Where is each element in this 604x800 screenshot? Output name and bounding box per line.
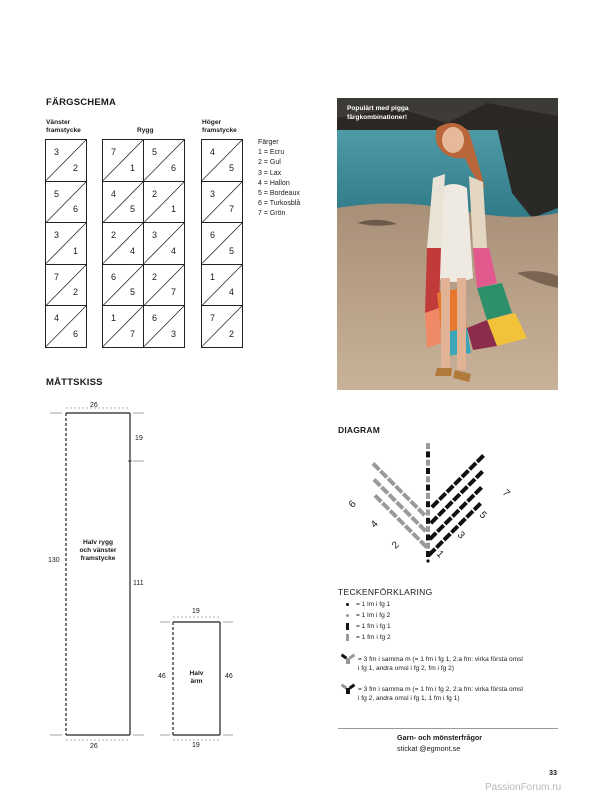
stitch-mark xyxy=(465,510,474,519)
sleeve-label-line1: Halv xyxy=(189,670,204,677)
sc-color1-icon xyxy=(346,623,349,630)
diagram-title: DIAGRAM xyxy=(338,425,381,435)
cell-top-color: 4 xyxy=(54,313,60,323)
stitch-mark xyxy=(389,509,398,518)
stitch-mark xyxy=(473,502,482,511)
right-front-cell xyxy=(202,140,243,182)
chain-color1-icon xyxy=(346,603,349,606)
right-front-grid xyxy=(201,139,243,348)
center-stitch xyxy=(426,485,430,491)
cell-bottom-color: 5 xyxy=(129,204,135,214)
legend-combo-1-line2: i fg 1, andra omsl i fg 2, fm i fg 2) xyxy=(358,665,455,672)
color-item: 5 = Bordeaux xyxy=(258,190,300,198)
cell-top-color: 1 xyxy=(210,271,216,282)
left-front-label-line2: framstycke xyxy=(46,127,81,134)
stitch-mark xyxy=(418,523,427,532)
cell-top-color: 5 xyxy=(54,188,60,199)
photo-illustration xyxy=(337,98,558,390)
left-front-label xyxy=(46,119,81,135)
start-dot xyxy=(426,559,429,562)
cell-top-color: 6 xyxy=(152,313,158,323)
stitch-mark xyxy=(379,470,388,479)
cell-top-color: 3 xyxy=(54,147,60,157)
row-number-6: 6 xyxy=(346,498,359,511)
stitch-mark xyxy=(476,454,485,463)
cell-bottom-color: 4 xyxy=(170,245,176,256)
footer-contact: stickat @egmont.se xyxy=(397,744,461,753)
stitch-mark xyxy=(403,508,412,517)
right-front-cell xyxy=(202,223,243,265)
stitch-mark xyxy=(438,492,447,501)
legend-combo-1-line1: = 3 fm i samma m (= 1 fm i fg 1, 2:a fm: virka första omsl xyxy=(358,656,523,663)
back-cell xyxy=(103,182,144,224)
back-label: Rygg xyxy=(137,127,154,134)
cell-bottom-color: 7 xyxy=(228,204,234,214)
legend-combo-1 xyxy=(358,655,523,673)
stitch-mark xyxy=(381,502,390,511)
legend-item-4: = 1 fm i fg 2 xyxy=(356,634,391,641)
back-cell xyxy=(103,223,144,265)
back-cell xyxy=(144,306,185,348)
stitch-mark xyxy=(460,485,469,494)
color-item: 2 = Gul xyxy=(258,159,281,167)
color-list xyxy=(258,138,300,220)
stitch-mark xyxy=(396,517,405,526)
stitch-mark xyxy=(404,524,413,533)
row-number-1: 1 xyxy=(433,548,446,561)
right-front-cell xyxy=(202,306,243,348)
cell-top-color: 2 xyxy=(111,230,117,240)
cell-top-color: 4 xyxy=(210,147,216,157)
stitch-mark xyxy=(417,507,426,516)
stitch-mark xyxy=(394,485,403,494)
cell-bottom-color: 7 xyxy=(170,287,176,297)
row-number-5: 5 xyxy=(476,509,489,522)
cell-top-color: 7 xyxy=(54,271,60,282)
legend-title: TECKENFÖRKLARING xyxy=(338,587,433,597)
model-photo xyxy=(337,98,558,390)
stitch-mark xyxy=(380,486,389,495)
stitch-mark xyxy=(402,492,411,501)
dim-19: 19 xyxy=(135,435,143,442)
back-cell xyxy=(144,223,185,265)
body-label-line2: och vänster xyxy=(79,547,117,554)
sketch-title: MÅTTSKISS xyxy=(46,377,103,388)
center-stitch xyxy=(426,534,430,540)
dim-sleeve-right: 46 xyxy=(225,673,233,680)
right-front-cell xyxy=(202,182,243,224)
photo-caption xyxy=(347,105,409,122)
left-front-cell xyxy=(46,265,87,307)
color-list-heading: Färger xyxy=(258,139,279,146)
stitch-mark xyxy=(445,500,454,509)
dim-130: 130 xyxy=(48,557,60,564)
cell-bottom-color: 3 xyxy=(170,328,176,339)
colorscheme-title: FÄRGSCHEMA xyxy=(46,97,117,108)
legend-combo-2-line1: = 3 fm i samma m (= 1 fm i fg 2, 2:a fm: virka första omsl xyxy=(358,686,523,693)
cell-top-color: 6 xyxy=(210,230,216,240)
right-front-label-line1: Höger xyxy=(202,119,222,126)
back-cell xyxy=(144,182,185,224)
left-front-cell xyxy=(46,306,87,348)
stitch-mark xyxy=(430,499,439,508)
stitch-mark xyxy=(372,462,381,471)
center-stitch xyxy=(426,493,430,499)
center-stitch xyxy=(426,510,430,516)
center-stitch xyxy=(426,476,430,482)
right-front-label xyxy=(202,119,237,135)
stitch-mark xyxy=(443,532,452,541)
chain-color2-icon xyxy=(346,614,349,617)
legend-item-3: = 1 fm i fg 1 xyxy=(356,623,391,630)
right-front-label-line2: framstycke xyxy=(202,127,237,134)
center-stitch xyxy=(426,543,430,549)
center-stitch xyxy=(426,468,430,474)
back-cell xyxy=(103,140,144,182)
combo2-icon xyxy=(340,683,356,695)
cell-bottom-color: 5 xyxy=(228,162,234,173)
cell-bottom-color: 7 xyxy=(129,328,135,339)
stitch-mark xyxy=(429,515,438,524)
row-number-7: 7 xyxy=(499,487,512,500)
row-number-4: 4 xyxy=(368,518,381,531)
cell-top-color: 7 xyxy=(210,313,216,323)
color-item: 1 = Ecru xyxy=(258,149,285,157)
stitch-mark xyxy=(466,494,475,503)
center-stitch xyxy=(426,451,430,457)
left-front-grid xyxy=(45,139,87,348)
color-item: 6 = Turkosblå xyxy=(258,200,301,208)
cell-top-color: 4 xyxy=(111,188,117,199)
right-front-cell xyxy=(202,265,243,307)
color-item: 7 = Grön xyxy=(258,210,286,218)
cell-top-color: 7 xyxy=(111,147,117,157)
cell-top-color: 3 xyxy=(152,230,158,240)
back-grid xyxy=(102,139,185,348)
color-item: 4 = Hallon xyxy=(258,179,290,187)
dim-body-top: 26 xyxy=(90,402,98,409)
left-front-cell xyxy=(46,223,87,265)
cell-bottom-color: 4 xyxy=(228,287,234,297)
center-stitch xyxy=(426,526,430,532)
stitch-mark xyxy=(435,540,444,549)
cell-bottom-color: 1 xyxy=(170,204,176,214)
stitch-mark xyxy=(373,478,382,487)
body-label-line3: framstycke xyxy=(80,555,116,562)
stitch-mark xyxy=(446,484,455,493)
cell-bottom-color: 2 xyxy=(72,162,78,173)
cell-bottom-color: 6 xyxy=(72,328,78,339)
back-cell xyxy=(144,265,185,307)
dim-sleeve-top: 19 xyxy=(192,608,200,615)
stitch-mark xyxy=(388,493,397,502)
cell-top-color: 3 xyxy=(54,230,60,240)
center-stitch xyxy=(426,551,430,557)
stitch-mark xyxy=(395,501,404,510)
dim-sleeve-bottom: 19 xyxy=(192,742,200,749)
left-front-cell xyxy=(46,140,87,182)
stitch-mark xyxy=(452,493,461,502)
dim-111: 111 xyxy=(133,580,144,587)
sleeve-label-line2: ärm xyxy=(190,678,203,685)
stitch-mark xyxy=(474,486,483,495)
left-front-label-line1: Vänster xyxy=(46,119,71,126)
cell-bottom-color: 1 xyxy=(72,245,78,256)
crochet-diagram xyxy=(340,430,520,565)
stitch-mark xyxy=(475,470,484,479)
cell-top-color: 3 xyxy=(210,188,216,199)
footer-divider xyxy=(338,728,558,729)
left-front-cell xyxy=(46,182,87,224)
stitch-mark xyxy=(436,524,445,533)
stitch-mark xyxy=(467,478,476,487)
cell-top-color: 6 xyxy=(111,271,117,282)
cell-top-color: 2 xyxy=(152,271,158,282)
stitch-mark xyxy=(468,462,477,471)
footer-heading: Garn- och mönsterfrågor xyxy=(397,733,483,742)
sleeve-label xyxy=(173,670,220,686)
stitch-mark xyxy=(451,509,460,518)
center-stitch xyxy=(426,501,430,507)
stitch-mark xyxy=(461,469,470,478)
stitch-mark xyxy=(459,501,468,510)
center-stitch xyxy=(426,443,430,449)
center-stitch xyxy=(426,518,430,524)
stitch-mark xyxy=(458,517,467,526)
row-number-2: 2 xyxy=(389,539,402,552)
stitch-mark xyxy=(410,516,419,525)
stitch-mark xyxy=(387,477,396,486)
row-number-3: 3 xyxy=(454,529,467,542)
photo-caption-line2: färgkombinationer! xyxy=(347,113,408,121)
cell-bottom-color: 6 xyxy=(170,162,176,173)
measurement-sketch xyxy=(40,398,250,758)
cell-bottom-color: 6 xyxy=(72,204,78,214)
stitch-mark xyxy=(453,477,462,486)
cell-bottom-color: 5 xyxy=(129,287,135,297)
stitch-mark xyxy=(444,516,453,525)
legend-combo-2-line2: i fg 2, andra omsl i fg 1, 1 fm i fg 1) xyxy=(358,695,460,702)
cell-bottom-color: 4 xyxy=(129,245,135,256)
combo1-icon xyxy=(340,653,356,665)
back-cell xyxy=(103,265,144,307)
cell-top-color: 2 xyxy=(152,188,158,199)
back-cell xyxy=(103,306,144,348)
cell-bottom-color: 2 xyxy=(228,328,234,339)
watermark: PassionForum.ru xyxy=(485,782,562,793)
sc-color2-icon xyxy=(346,634,349,641)
page-number: 33 xyxy=(549,768,557,777)
cell-top-color: 1 xyxy=(111,313,117,323)
body-label-line1: Halv rygg xyxy=(82,539,114,546)
legend-item-2: = 1 lm i fg 2 xyxy=(356,612,391,619)
body-label xyxy=(66,539,130,563)
color-item: 3 = Lax xyxy=(258,169,282,177)
back-cell xyxy=(144,140,185,182)
photo-caption-line1: Populärt med pigga xyxy=(347,105,409,112)
stitch-mark xyxy=(437,508,446,517)
stitch-mark xyxy=(409,500,418,509)
legend-combo-2 xyxy=(358,685,523,703)
dim-sleeve-left: 46 xyxy=(158,673,166,680)
stitch-mark xyxy=(411,532,420,541)
cell-bottom-color: 5 xyxy=(228,245,234,256)
legend-item-1: = 1 lm i fg 1 xyxy=(356,601,391,608)
cell-bottom-color: 1 xyxy=(129,162,135,173)
center-stitch xyxy=(426,460,430,466)
stitch-mark xyxy=(374,494,383,503)
cell-top-color: 5 xyxy=(152,147,158,157)
dim-body-bottom: 26 xyxy=(90,743,98,750)
cell-bottom-color: 2 xyxy=(72,287,78,297)
